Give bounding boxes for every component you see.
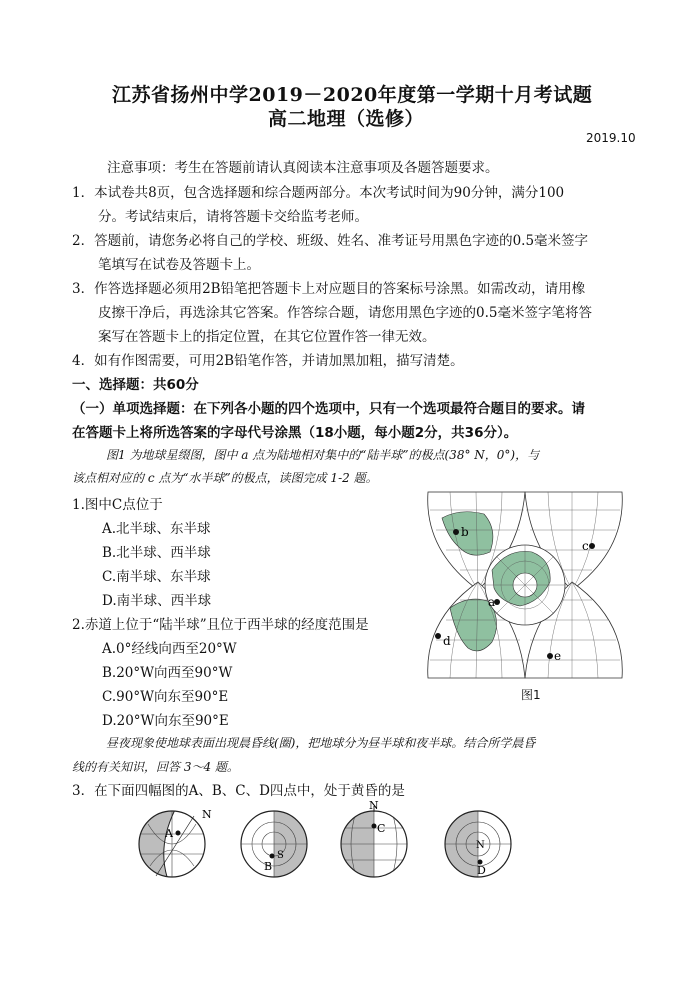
night-side — [440, 804, 478, 880]
q1-option-b: B.北半球、西半球 — [102, 545, 211, 561]
notice-item-3-line1: 3．作答选择题必须用2B铅笔把答题卡上对应题目的答案标号涂黑。如需改动，请用橡 — [72, 281, 586, 297]
q2-stem: 2.赤道上位于“陆半球”且位于西半球的经度范围是 — [72, 617, 369, 633]
diagram-b — [238, 804, 318, 880]
notice-item-2-line2: 笔填写在试卷及答题卡上。 — [98, 257, 260, 273]
daynight-intro-line2: 线的有关知识，回答 3～4 题。 — [72, 760, 239, 774]
exam-title: 江苏省扬州中学2019－2020年度第一学期十月考试题 — [112, 84, 593, 106]
notice-item-1-line2: 分。考试结束后，请将答题卡交给监考老师。 — [98, 209, 368, 225]
q1-stem: 1.图中C点位于 — [72, 497, 163, 513]
diagram-c — [336, 800, 416, 880]
figure1-intro-line1: 图1 为地球星缀图，图中 a 点为陆地相对集中的“陆半球”的极点(38° N，0°)，与 — [106, 448, 540, 462]
label-B: B — [264, 860, 273, 873]
point-e — [547, 653, 553, 659]
label-a: a — [488, 595, 496, 609]
point-B — [270, 854, 275, 859]
exam-date: 2019.10 — [586, 131, 636, 145]
figure1-caption: 图1 — [521, 688, 541, 702]
diagram-d — [440, 804, 520, 880]
notice-intro: 注意事项：考生在答题前请认真阅读本注意事项及各题答题要求。 — [107, 160, 499, 176]
label-e: e — [554, 649, 562, 663]
point-c — [589, 543, 595, 549]
notice-item-2-line1: 2．答题前，请您务必将自己的学校、班级、姓名、准考证号用黑色字迹的0.5毫米签字 — [72, 233, 589, 249]
label-b: b — [461, 525, 469, 539]
point-C — [372, 824, 377, 829]
diagram-a — [136, 804, 216, 880]
q2-option-d: D.20°W向东至90°E — [102, 713, 229, 729]
label-c: c — [582, 539, 589, 553]
notice-item-3-line3: 案写在答题卡上的指定位置，在其它位置作答一律无效。 — [98, 329, 436, 345]
q1-option-c: C.南半球、东半球 — [102, 569, 211, 585]
q2-option-b: B.20°W向西至90°W — [102, 665, 233, 681]
q2-option-a: A.0°经线向西至20°W — [102, 641, 237, 657]
point-d — [435, 633, 441, 639]
point-A — [176, 831, 181, 836]
q3-stem: 3．在下面四幅图的A、B、C、D四点中，处于黄昏的是 — [72, 783, 405, 799]
label-d: d — [443, 634, 451, 648]
figure1-star-map — [420, 490, 630, 680]
label-D: D — [477, 864, 486, 877]
point-b — [453, 529, 459, 535]
figure1-intro-line2: 该点相对应的 c 点为“水半球”的极点，读图完成 1-2 题。 — [72, 471, 378, 485]
notice-item-3-line2: 皮擦干净后，再选涂其它答案。作答综合题，请您用黑色字迹的0.5毫米签字笔将答 — [98, 305, 592, 321]
label-N: N — [369, 800, 379, 812]
label-A: A — [165, 827, 173, 840]
label-S: S — [277, 850, 284, 861]
exam-subtitle: 高二地理（选修） — [268, 108, 425, 130]
section-sub-line2: 在答题卡上将所选答案的字母代号涂黑（18小题，每小题2分，共36分）。 — [72, 425, 518, 441]
label-N: N — [202, 808, 212, 821]
section-sub-line1: （一）单项选择题：在下列各小题的四个选项中，只有一个选项最符合题目的要求。请 — [72, 401, 585, 417]
section-heading: 一、选择题：共60分 — [72, 377, 199, 393]
notice-item-4-line1: 4．如有作图需要，可用2B铅笔作答，并请加黑加粗，描写清楚。 — [72, 353, 464, 369]
label-C: C — [377, 822, 386, 835]
daynight-intro-line1: 昼夜现象使地球表面出现晨昏线(圈)，把地球分为昼半球和夜半球。结合所学晨昏 — [106, 736, 536, 750]
label-N: N — [476, 840, 485, 851]
q2-option-c: C.90°W向东至90°E — [102, 689, 229, 705]
q1-option-a: A.北半球、东半球 — [102, 521, 211, 537]
notice-item-1-line1: 1．本试卷共8页，包含选择题和综合题两部分。本次考试时间为90分钟，满分100 — [72, 185, 565, 201]
q1-option-d: D.南半球、西半球 — [102, 593, 212, 609]
